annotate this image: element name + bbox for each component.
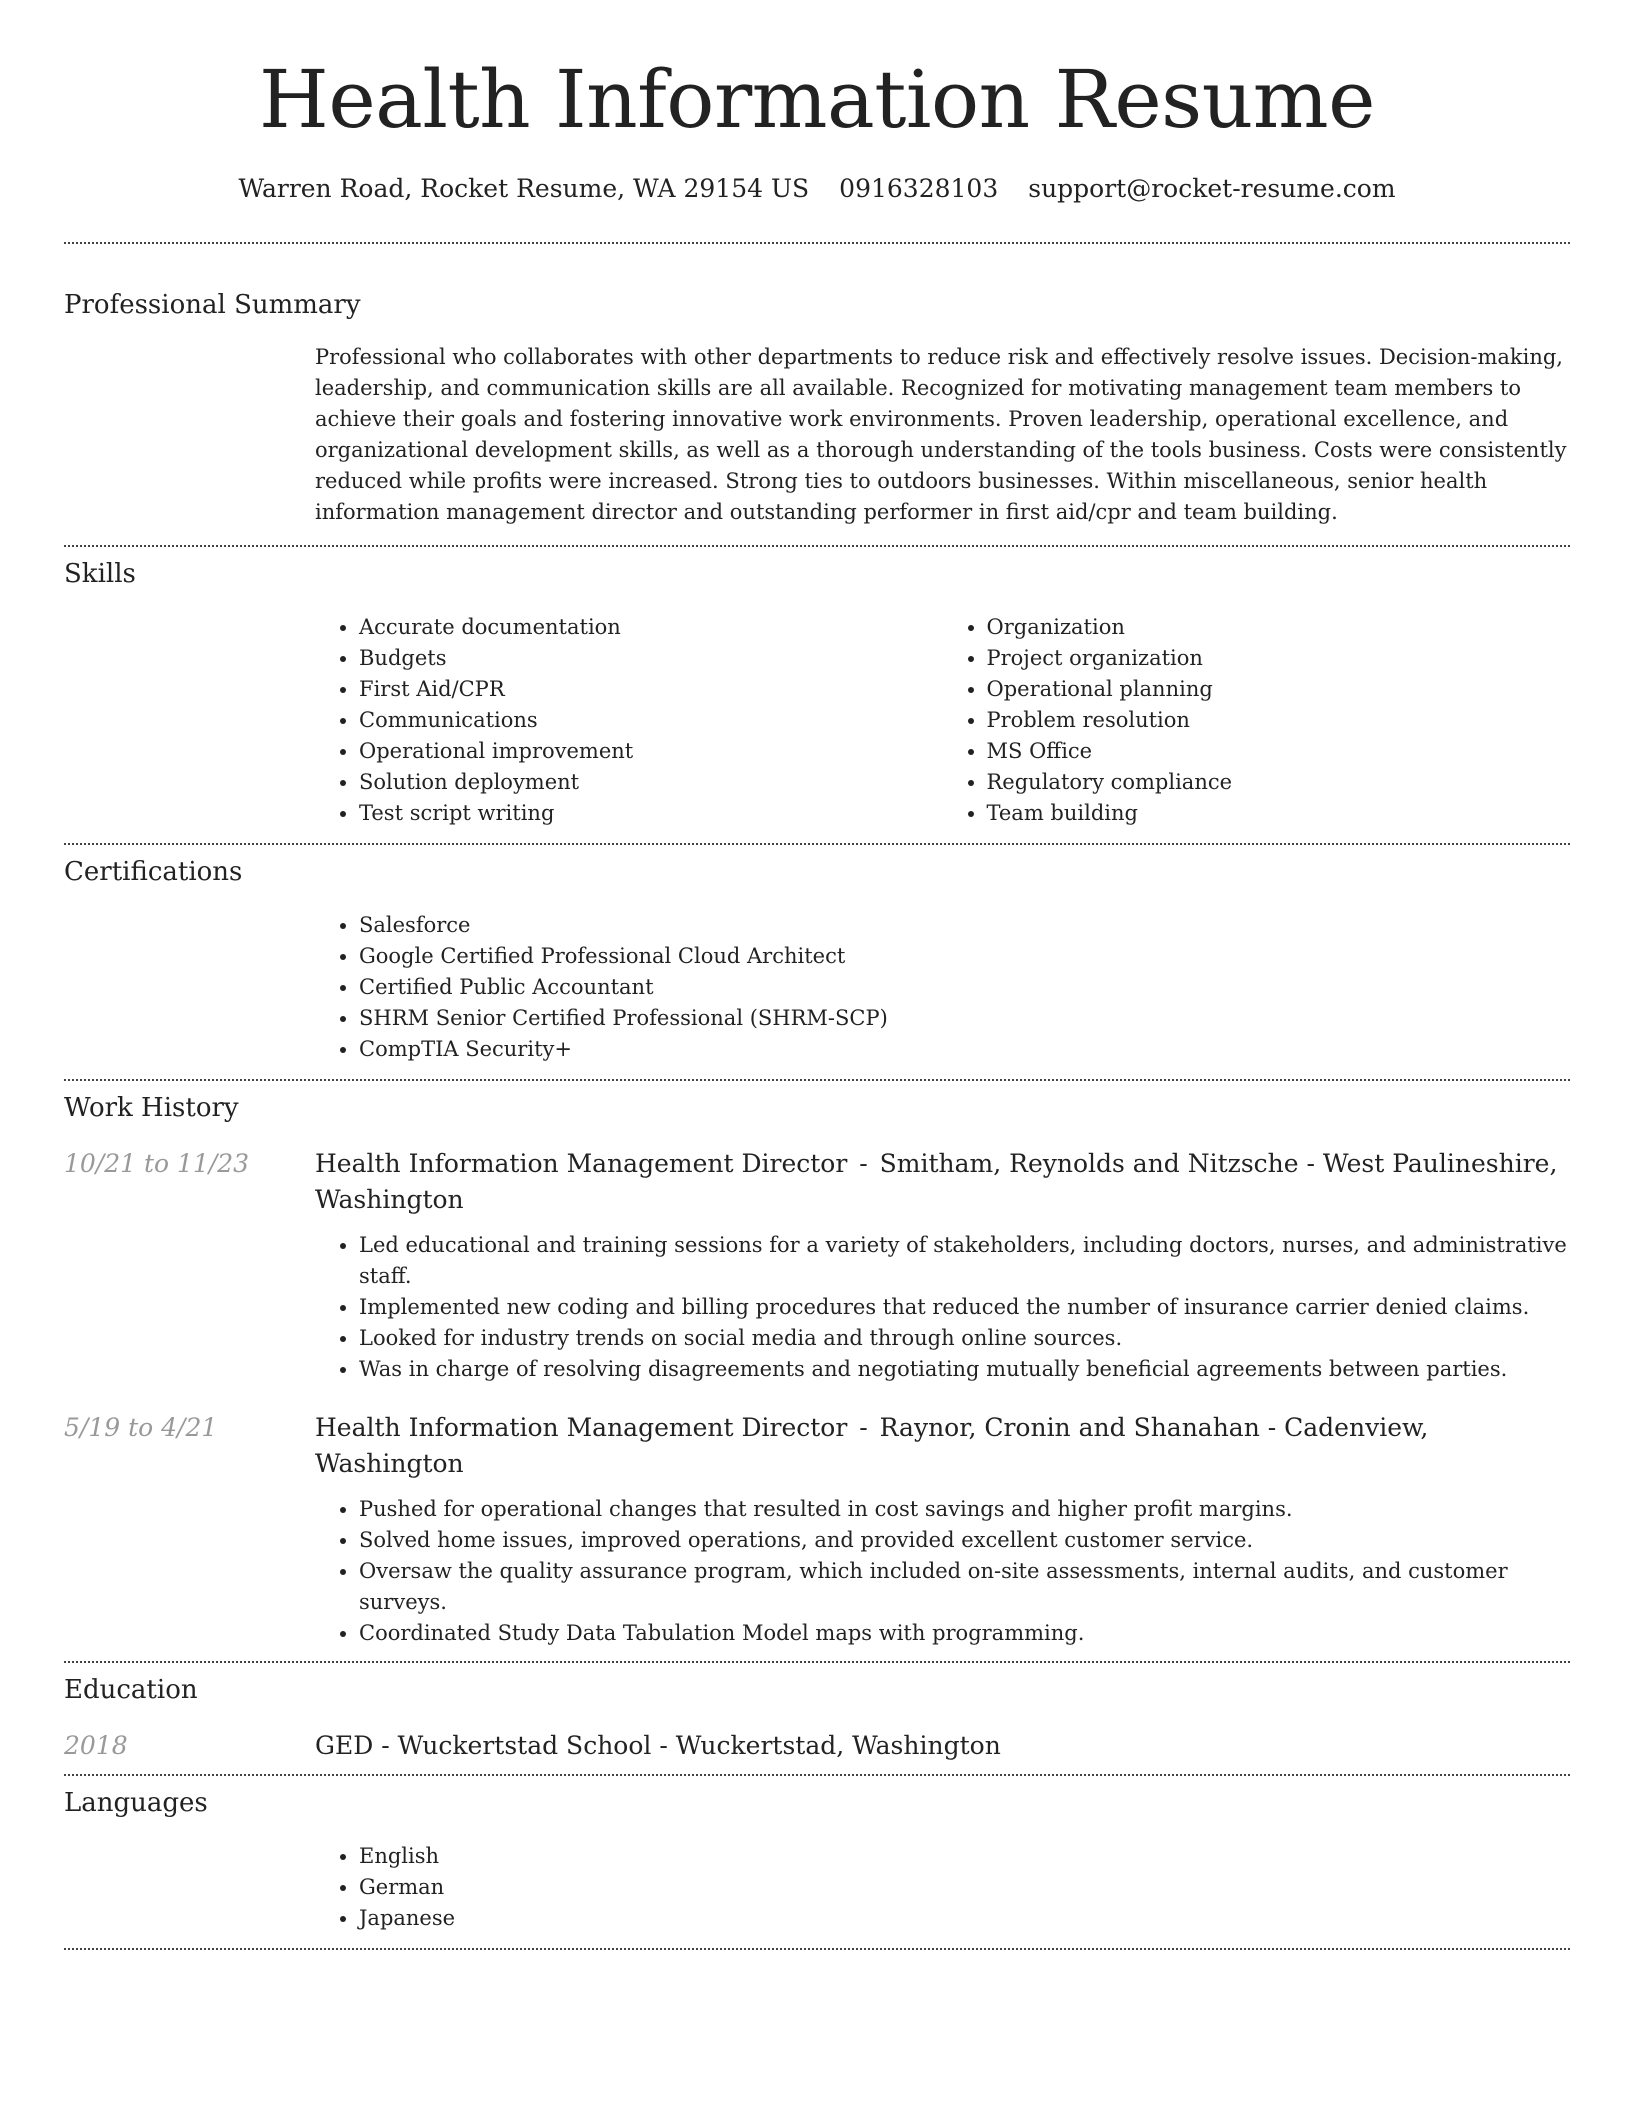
skill-item: • Team building [987,798,1571,829]
languages-list-wrap [315,1841,1570,1934]
job-bullet: • Pushed for operational changes that resulted in cost savings and higher profit margins. [359,1494,1570,1525]
skills-heading: Skills [64,559,136,589]
languages-list [315,1841,1570,1934]
job-bullets [315,1230,1570,1385]
job-company: Smitham, Reynolds and Nitzsche - West Paulineshire, Washington [315,1149,1558,1214]
education-section [64,1663,1570,1764]
skill-item: • Communications [359,705,943,736]
job-company: Raynor, Cronin and Shanahan - Cadenview, Washington [315,1413,1429,1478]
skills-list-right [943,612,1571,829]
job-bullet: • Coordinated Study Data Tabulation Model maps with programming. [359,1618,1570,1649]
job-bullet: • Solved home issues, improved operations, and provided excellent customer service. [359,1525,1570,1556]
job-dates: 5/19 to 4/21 [64,1413,218,1442]
job-title: Health Information Management Director [315,1413,848,1442]
job-bullet: • Implemented new coding and billing procedures that reduced the number of insurance carrier denied claims. [359,1292,1570,1323]
summary-section [64,244,1570,528]
language-item: • German [359,1872,1570,1903]
education-entry [64,1728,1570,1764]
languages-section [64,1776,1570,1934]
contact-phone: 0916328103 [839,174,999,203]
education-details: GED - Wuckertstad School - Wuckertstad, Washington [315,1731,1001,1760]
skill-item: • First Aid/CPR [359,674,943,705]
job-entry [64,1146,1570,1385]
skill-item: • Test script writing [359,798,943,829]
skill-item: • Operational improvement [359,736,943,767]
education-year: 2018 [64,1731,128,1760]
contact-email: support@rocket-resume.com [1028,174,1396,203]
skills-grid [315,612,1570,829]
contact-line [64,172,1570,206]
certification-item: • Salesforce [359,910,1570,941]
skills-list-left [315,612,943,829]
certification-item: • SHRM Senior Certified Professional (SHRM-SCP) [359,1003,1570,1034]
skill-item: • Solution deployment [359,767,943,798]
certifications-heading: Certifications [64,857,243,887]
certification-item: • Certified Public Accountant [359,972,1570,1003]
skill-item: • Project organization [987,643,1571,674]
work-heading: Work History [64,1093,239,1123]
job-bullet: • Was in charge of resolving disagreements and negotiating mutually beneficial agreements between parties. [359,1354,1570,1385]
job-bullets [315,1494,1570,1649]
language-item: • English [359,1841,1570,1872]
job-bullet: • Oversaw the quality assurance program, which included on-site assessments, internal audits, and customer surveys. [359,1556,1570,1618]
certifications-section [64,845,1570,1065]
job-header [64,1146,1570,1218]
contact-address: Warren Road, Rocket Resume, WA 29154 US [238,174,810,203]
skill-item: • Budgets [359,643,943,674]
certifications-list-wrap [315,910,1570,1065]
skill-item: • Operational planning [987,674,1571,705]
job-title: Health Information Management Director [315,1149,848,1178]
skill-item: • MS Office [987,736,1571,767]
job-bullets-wrap [315,1494,1570,1649]
language-item: • Japanese [359,1903,1570,1934]
skill-item: • Regulatory compliance [987,767,1571,798]
section-divider [64,1948,1570,1950]
skill-item: • Problem resolution [987,705,1571,736]
job-title-line: Health Information Management Director - Smitham, Reynolds and Nitzsche - West Paulineshire, Washington [315,1149,1558,1214]
skill-item: • Organization [987,612,1571,643]
job-title-line: Health Information Management Director - Raynor, Cronin and Shanahan - Cadenview, Washington [315,1413,1429,1478]
job-entry [64,1410,1570,1649]
job-dates: 10/21 to 11/23 [64,1149,250,1178]
certifications-list [315,910,1570,1065]
job-bullet: • Looked for industry trends on social media and through online sources. [359,1323,1570,1354]
job-bullet: • Led educational and training sessions for a variety of stakeholders, including doctors, nurses, and administrative staff. [359,1230,1570,1292]
languages-heading: Languages [64,1788,208,1818]
education-heading: Education [64,1675,198,1705]
certification-item: • CompTIA Security+ [359,1034,1570,1065]
job-bullets-wrap [315,1230,1570,1385]
work-section [64,1081,1570,1649]
resume-page [64,0,1570,1950]
resume-title: Health Information Resume [259,53,1375,146]
summary-heading: Professional Summary [64,290,361,320]
certification-item: • Google Certified Professional Cloud Architect [359,941,1570,972]
summary-text: Professional who collaborates with other departments to reduce risk and effectively resolve issues. Decision-making, leadership, and communication skills are all available. Recognized for motivating management team members to achieve their goals and fostering innovative work environments. Proven leadership, operational excellence, and organizational development skills, as well as a thorough understanding of the tools business. Costs were consistently reduced while profits were increased. Strong ties to outdoors businesses. Within miscellaneous, senior health information management director and outstanding performer in first aid/cpr and team building. [315,345,1567,524]
skill-item: • Accurate documentation [359,612,943,643]
skills-section [64,547,1570,829]
job-header [64,1410,1570,1482]
